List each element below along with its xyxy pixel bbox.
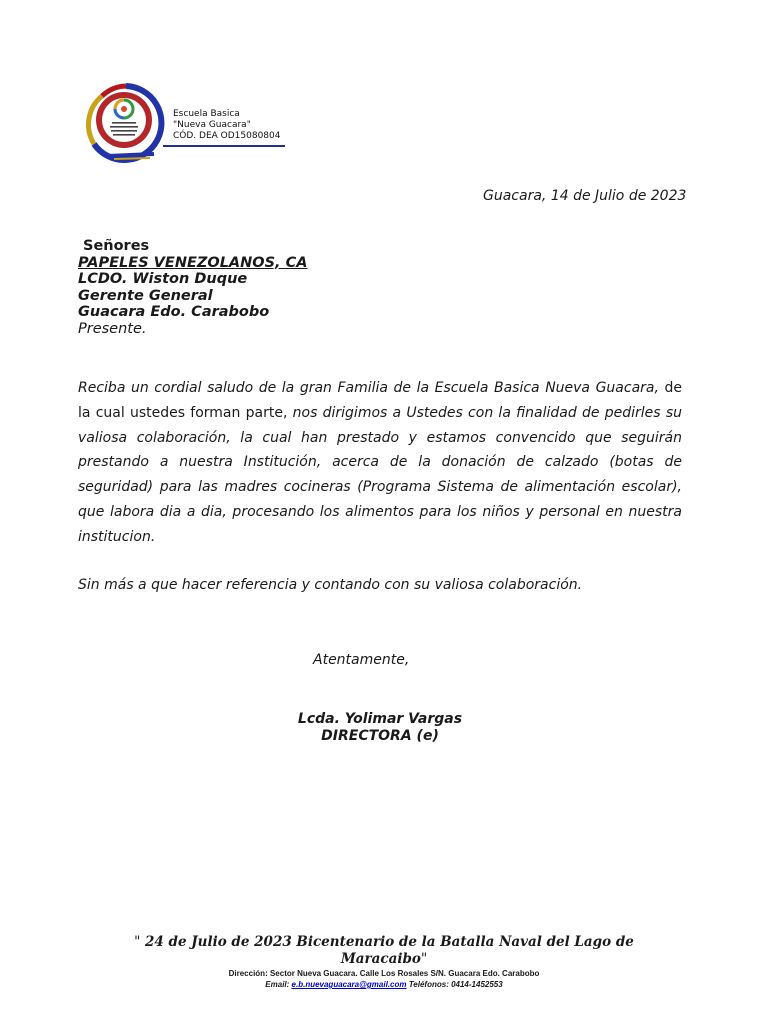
letter-footer <box>100 934 668 990</box>
letter-date: Guacara, 14 de Julio de 2023 <box>483 188 687 204</box>
body-part-3: nos dirigimos a Ustedes con la finalidad de pedirles su valiosa colaboración, la cual han prestado y estamos convencido que seguirán prestando a nuestra Institución, acerca de la donación de calzado (botas de seguridad) para las madres cocineras (Programa Sistema de alimentación escolar), que labora dia a dia, procesando los alimentos para los niños y personal en nuestra institucion. <box>78 404 682 545</box>
body-part-2: de la cual ustedes forman parte, <box>78 380 682 421</box>
school-seal-icon <box>84 82 168 164</box>
school-name: "Nueva Guacara" <box>173 120 251 130</box>
signature-block <box>260 711 500 744</box>
letterhead-underline <box>163 145 285 147</box>
footer-quote-close: " <box>420 951 428 967</box>
school-logo <box>84 82 168 164</box>
signatory-name: Lcda. Yolimar Vargas <box>297 711 463 727</box>
signatory-title: DIRECTORA (e) <box>321 727 439 744</box>
footer-phones: Teléfonos: 0414-1452553 <box>406 980 503 989</box>
addressee-company: PAPELES VENEZOLANOS, CA <box>78 254 308 271</box>
footer-contact <box>100 979 668 990</box>
letter-closing-sentence: Sin más a que hacer referencia y contando con su valiosa colaboración. <box>78 577 583 593</box>
school-code: CÓD. DEA OD15080804 <box>173 131 281 141</box>
addressee-presente: Presente. <box>78 320 147 337</box>
footer-address: Dirección: Sector Nueva Guacara. Calle Los Rosales S/N. Guacara Edo. Carabobo <box>228 969 540 978</box>
footer-motto <box>100 934 668 968</box>
addressee-position: Gerente General <box>78 287 213 304</box>
addressee-greeting: Señores <box>83 238 150 254</box>
footer-motto-text: 24 de Julio de 2023 Bicentenario de la Batalla Naval del Lago de Maracaibo <box>140 934 634 967</box>
school-type: Escuela Basica <box>173 109 240 119</box>
letter-farewell: Atentamente, <box>313 652 410 668</box>
footer-email-link[interactable]: e.b.nuevaguacara@gmail.com <box>291 980 407 989</box>
body-part-1: Reciba un cordial saludo de la gran Familia de la Escuela Basica Nueva Guacara, <box>78 380 659 396</box>
addressee-person: LCDO. Wiston Duque <box>78 271 248 287</box>
addressee-location: Guacara Edo. Carabobo <box>78 304 270 320</box>
letter-body <box>78 376 682 550</box>
addressee-block <box>78 238 307 337</box>
footer-quote-open: " <box>134 934 141 950</box>
footer-email-label: Email: <box>265 980 292 989</box>
school-info <box>173 109 280 142</box>
